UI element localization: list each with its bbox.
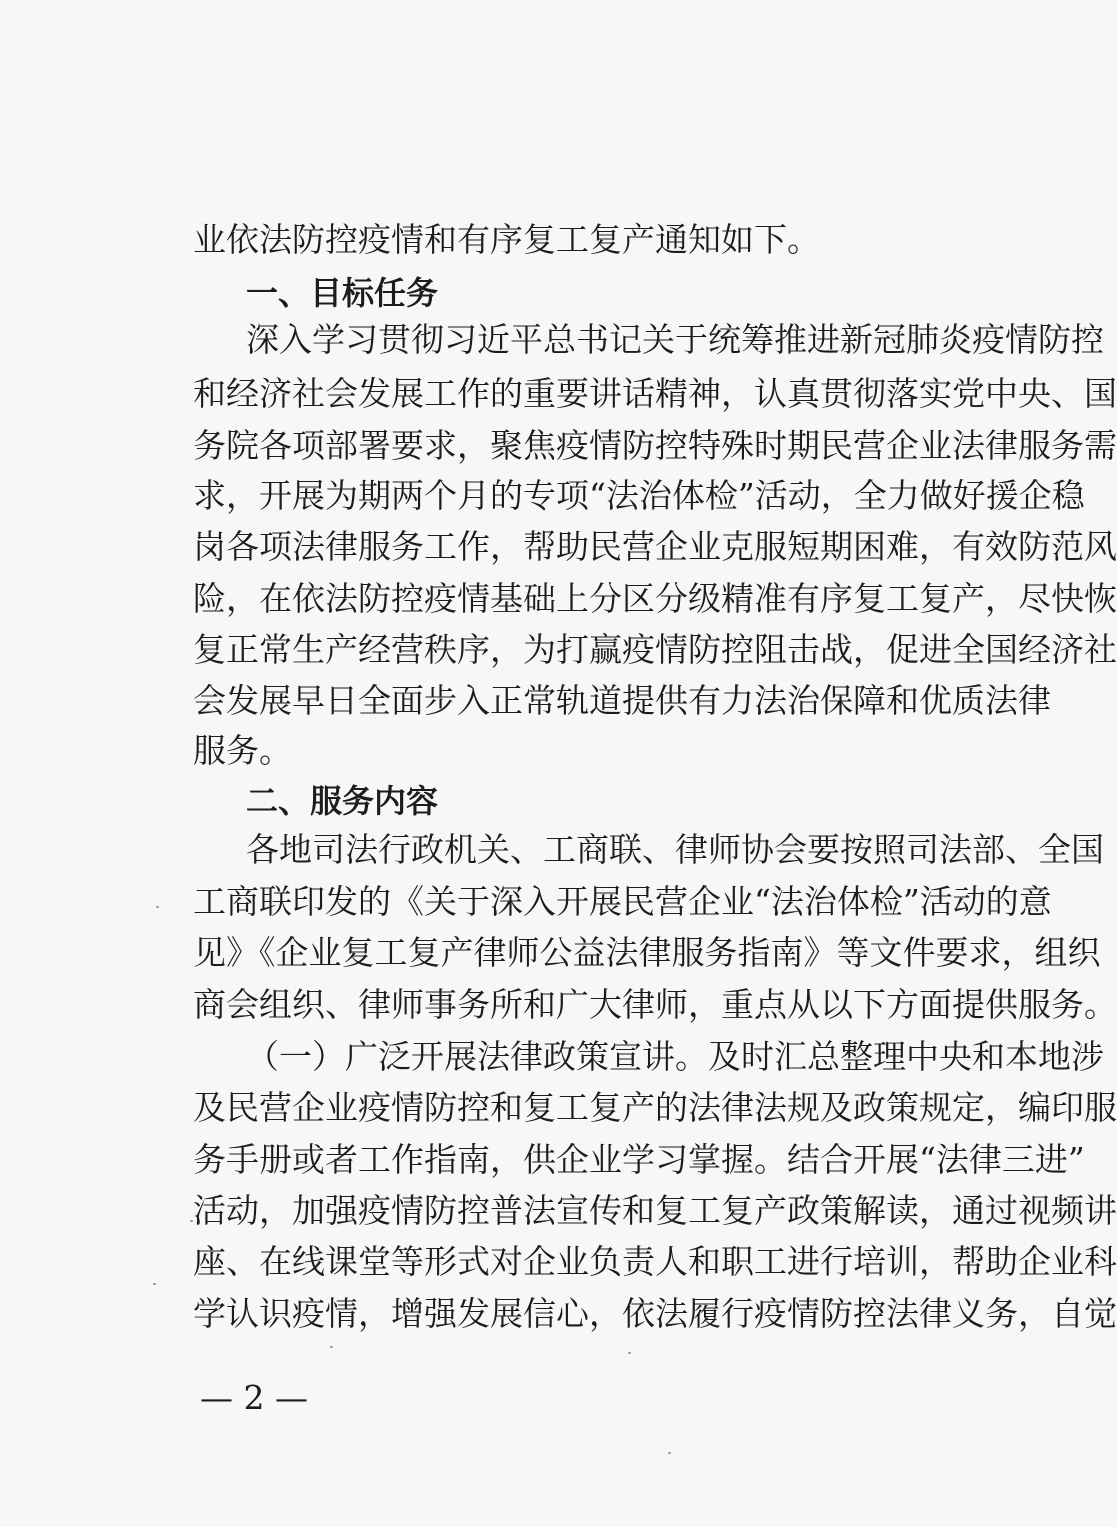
scan-speck [330, 1346, 333, 1348]
paragraph-line: 务院各项部署要求，聚焦疫情防控特殊时期民营企业法律服务需 [193, 426, 1117, 465]
scan-speck [153, 1283, 156, 1285]
scan-speck [190, 1220, 193, 1222]
paragraph-line: 深入学习贯彻习近平总书记关于统筹推进新冠肺炎疫情防控 [246, 320, 1104, 359]
paragraph-line: 险，在依法防控疫情基础上分区分级精准有序复工复产，尽快恢 [193, 579, 1117, 618]
paragraph-line: 商会组织、律师事务所和广大律师，重点从以下方面提供服务。 [193, 985, 1117, 1024]
paragraph-line: 各地司法行政机关、工商联、律师协会要按照司法部、全国 [246, 830, 1104, 869]
paragraph-line: 岗各项法律服务工作，帮助民营企业克服短期困难，有效防范风 [193, 527, 1117, 566]
paragraph-line: 复正常生产经营秩序，为打赢疫情防控阻击战，促进全国经济社 [193, 630, 1117, 669]
paragraph-line: 见》《企业复工复产律师公益法律服务指南》等文件要求，组织 [193, 933, 1101, 972]
paragraph-line: 业依法防控疫情和有序复工复产通知如下。 [193, 220, 820, 259]
paragraph-line: 和经济社会发展工作的重要讲话精神，认真贯彻落实党中央、国 [193, 374, 1117, 413]
paragraph-line: 活动，加强疫情防控普法宣传和复工复产政策解读，通过视频讲 [193, 1191, 1117, 1230]
scan-speck [156, 906, 159, 908]
paragraph-line: 学认识疫情，增强发展信心，依法履行疫情防控法律义务，自觉 [193, 1294, 1117, 1333]
scan-speck [668, 1452, 671, 1454]
paragraph-line: 及民营企业疫情防控和复工复产的法律法规及政策规定，编印服 [193, 1088, 1117, 1127]
paragraph-line: 求，开展为期两个月的专项“法治体检”活动，全力做好援企稳 [193, 476, 1085, 515]
page-number: — 2 — [200, 1378, 308, 1417]
paragraph-line: 会发展早日全面步入正常轨道提供有力法治保障和优质法律 [193, 681, 1051, 720]
subsection-lead-line: （一）广泛开展法律政策宣讲。及时汇总整理中央和本地涉 [246, 1037, 1104, 1076]
paragraph-line: 座、在线课堂等形式对企业负责人和职工进行培训，帮助企业科 [193, 1242, 1117, 1281]
paragraph-line: 务手册或者工作指南，供企业学习掌握。结合开展“法律三进” [193, 1140, 1085, 1179]
section-heading-goals: 一、目标任务 [246, 274, 439, 312]
section-heading-services: 二、服务内容 [246, 782, 439, 820]
paragraph-line: 服务。 [193, 731, 292, 770]
scan-speck [628, 1352, 631, 1354]
paragraph-line: 工商联印发的《关于深入开展民营企业“法治体检”活动的意 [193, 882, 1052, 921]
